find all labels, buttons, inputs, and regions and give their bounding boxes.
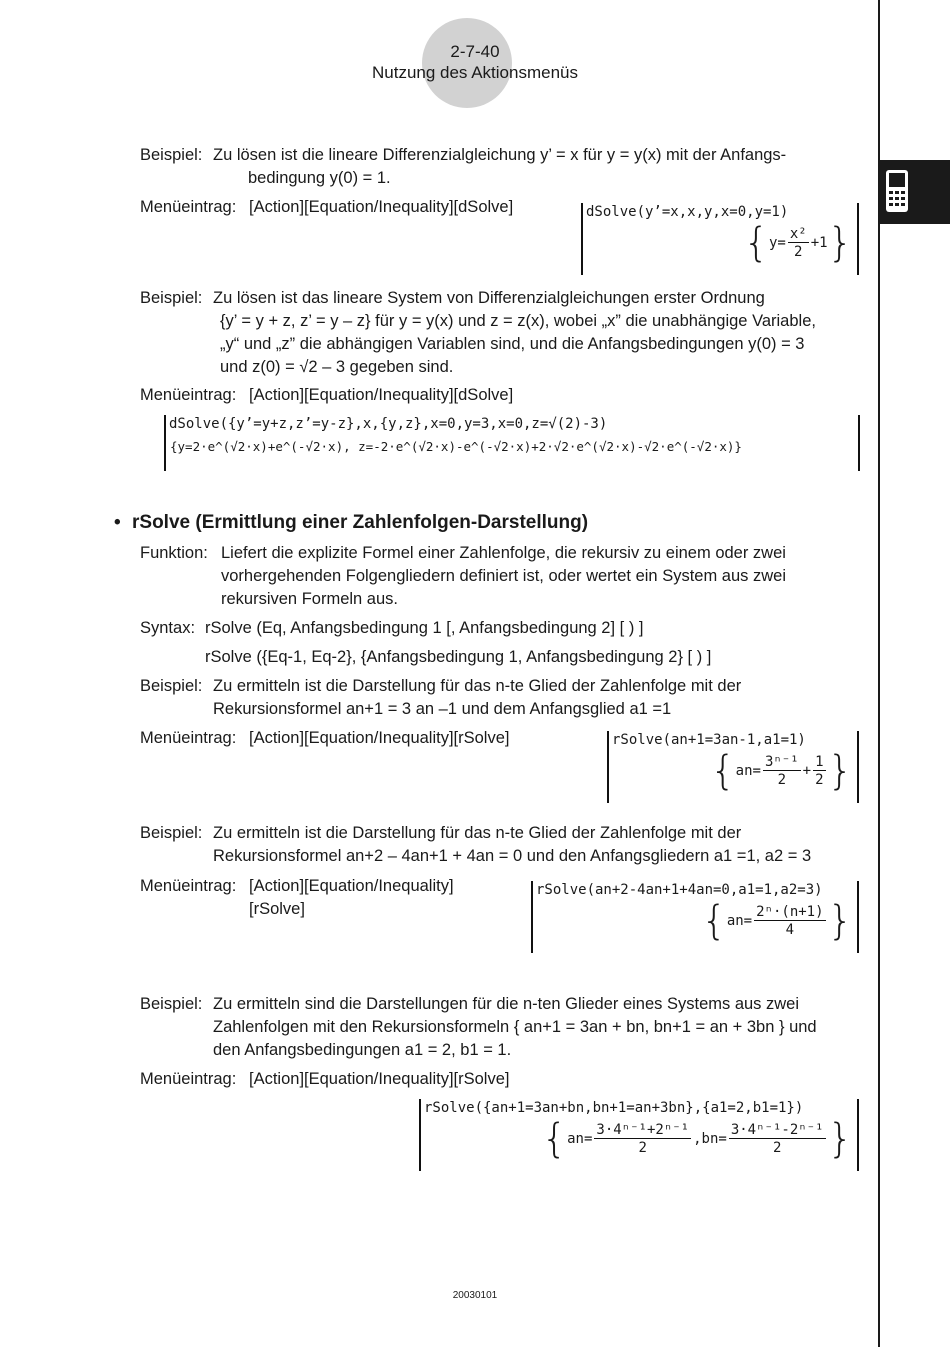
- screen-result: [710, 748, 853, 794]
- example-text: Zu lösen ist die lineare Differenzialgleichung y’ = x für y = y(x) mit der Anfangs-: [213, 146, 787, 164]
- function-label: Funktion:: [140, 544, 208, 562]
- syntax-label: Syntax:: [140, 619, 196, 637]
- screen-command: rSolve({an+1=3an+bn,bn+1=an+3bn},{a1=2,b1=1}): [424, 1100, 804, 1116]
- screen-command: rSolve(an+2-4an+1+4an=0,a1=1,a2=3): [536, 882, 823, 898]
- menu-entry-path: [Action][Equation/Inequality]: [249, 877, 454, 895]
- example-text: {y’ = y + z, z’ = y – z} für y = y(x) und z = z(x), wobei „x” die unabhängige Variable,: [220, 312, 816, 330]
- example-text: den Anfangsbedingungen a1 = 2, b1 = 1.: [213, 1041, 512, 1059]
- denominator: 2: [815, 771, 824, 788]
- left-brace: {: [710, 748, 736, 794]
- screen-command: dSolve(y’=x,x,y,x=0,y=1): [586, 204, 789, 220]
- menu-entry-label: Menüeintrag:: [140, 877, 237, 895]
- example-label: Beispiel:: [140, 677, 203, 695]
- result-lhs: y=: [768, 235, 786, 251]
- fraction: [729, 1122, 826, 1157]
- page-number: 2-7-40: [450, 42, 500, 61]
- left-brace: {: [743, 220, 769, 266]
- example-text: „y“ und „z” die abhängigen Variablen sind, und die Anfangsbedingungen y(0) = 3: [220, 335, 805, 353]
- numerator: 1: [815, 753, 824, 770]
- right-brace: }: [827, 220, 853, 266]
- screen-result: [541, 1116, 853, 1162]
- example-text: Rekursionsformel an+2 – 4an+1 + 4an = 0 und den Anfangsgliedern a1 =1, a2 = 3: [213, 847, 812, 865]
- menu-entry-path: [Action][Equation/Inequality][dSolve]: [249, 198, 514, 216]
- result-lhs: an=: [567, 1131, 593, 1147]
- function-text: Liefert die explizite Formel einer Zahlenfolge, die rekursiv zu einem oder zwei: [221, 544, 786, 562]
- denominator: 2: [777, 771, 787, 788]
- fraction: [754, 904, 825, 939]
- example-text: bedingung y(0) = 1.: [248, 169, 391, 187]
- example-text: Zu ermitteln ist die Darstellung für das n-te Glied der Zahlenfolge mit der: [213, 677, 742, 695]
- function-text: vorhergehenden Folgengliedern definiert ist, oder wertet ein System aus zwei: [221, 567, 786, 585]
- left-brace: {: [701, 898, 727, 944]
- syntax-text: rSolve ({Eq-1, Eq-2}, {Anfangsbedingung 1, Anfangsbedingung 2} [ ) ]: [205, 648, 712, 666]
- denominator: 2: [638, 1139, 647, 1156]
- example-label: Beispiel:: [140, 146, 203, 164]
- function-text: rekursiven Formeln aus.: [221, 590, 398, 608]
- example-label: Beispiel:: [140, 824, 203, 842]
- calculator-screen: [581, 203, 859, 275]
- numerator: 3·4ⁿ⁻¹-2ⁿ⁻¹: [730, 1121, 824, 1138]
- numerator: x²: [789, 225, 807, 242]
- denominator: 2: [772, 1139, 782, 1156]
- syntax-text: rSolve (Eq, Anfangsbedingung 1 [, Anfangsbedingung 2] [ ) ]: [205, 619, 644, 637]
- right-brace: }: [827, 898, 853, 944]
- screen-result: {y=2·e^(√2·x)+e^(-√2·x), z=-2·e^(√2·x)-e^(-√2·x)+2·√2·e^(√2·x)-√2·e^(-√2·x)}: [170, 439, 742, 454]
- numerator: 2ⁿ·(n+1): [756, 903, 824, 920]
- menu-entry-label: Menüeintrag:: [140, 198, 237, 216]
- menu-entry-label: Menüeintrag:: [140, 386, 237, 404]
- right-brace: }: [827, 1116, 853, 1162]
- section-bullet: •: [114, 512, 121, 533]
- fraction: [763, 754, 801, 789]
- calculator-screen: [419, 1099, 859, 1171]
- result-lhs: an=: [726, 913, 753, 929]
- numerator: 3ⁿ⁻¹: [764, 753, 799, 770]
- result-lhs: an=: [735, 763, 761, 779]
- calculator-screen: [607, 731, 859, 803]
- chapter-tab: [880, 160, 950, 224]
- example-text: Zu lösen ist das lineare System von Differenzialgleichungen erster Ordnung: [213, 289, 765, 307]
- denominator: 2: [794, 243, 803, 260]
- screen-command: dSolve({y’=y+z,z’=y-z},x,{y,z},x=0,y=3,x=0,z=√(2)-3): [169, 416, 608, 432]
- example-text: und z(0) = √2 – 3 gegeben sind.: [220, 358, 454, 376]
- screen-result: [701, 898, 853, 944]
- fraction: [788, 226, 809, 261]
- footer-code: 20030101: [452, 1290, 498, 1301]
- example-text: Zu ermitteln sind die Darstellungen für die n-ten Glieder eines Systems aus zwei: [213, 995, 800, 1013]
- denominator: 4: [785, 921, 795, 938]
- result-mid: ,bn=: [693, 1131, 727, 1147]
- left-brace: {: [541, 1116, 568, 1162]
- result-tail: +: [802, 763, 812, 779]
- calculator-icon: [880, 160, 950, 224]
- example-label: Beispiel:: [140, 289, 203, 307]
- section-heading: rSolve (Ermittlung einer Zahlenfolgen-Darstellung): [132, 512, 589, 533]
- result-tail: +1: [810, 235, 828, 251]
- menu-entry-label: Menüeintrag:: [140, 729, 237, 747]
- menu-entry-path: [Action][Equation/Inequality][dSolve]: [249, 386, 514, 404]
- menu-entry-label: Menüeintrag:: [140, 1070, 237, 1088]
- menu-entry-path: [Action][Equation/Inequality][rSolve]: [249, 1070, 510, 1088]
- example-label: Beispiel:: [140, 995, 203, 1013]
- section-title: Nutzung des Aktionsmenüs: [371, 63, 578, 82]
- menu-entry-path: [Action][Equation/Inequality][rSolve]: [249, 729, 510, 747]
- fraction: [594, 1122, 691, 1157]
- example-text: Rekursionsformel an+1 = 3 an –1 und dem Anfangsglied a1 =1: [213, 700, 672, 718]
- right-brace: }: [827, 748, 853, 794]
- example-text: Zu ermitteln ist die Darstellung für das n-te Glied der Zahlenfolge mit der: [213, 824, 742, 842]
- numerator: 3·4ⁿ⁻¹+2ⁿ⁻¹: [596, 1121, 690, 1138]
- screen-command: rSolve(an+1=3an-1,a1=1): [612, 732, 806, 748]
- calculator-screen: [164, 415, 860, 471]
- example-text: Zahlenfolgen mit den Rekursionsformeln { an+1 = 3an + bn, bn+1 = an + 3bn } und: [213, 1018, 817, 1036]
- screen-result: [743, 220, 853, 266]
- calculator-screen: [531, 881, 859, 953]
- fraction: [813, 754, 825, 789]
- menu-entry-path: [rSolve]: [249, 900, 305, 918]
